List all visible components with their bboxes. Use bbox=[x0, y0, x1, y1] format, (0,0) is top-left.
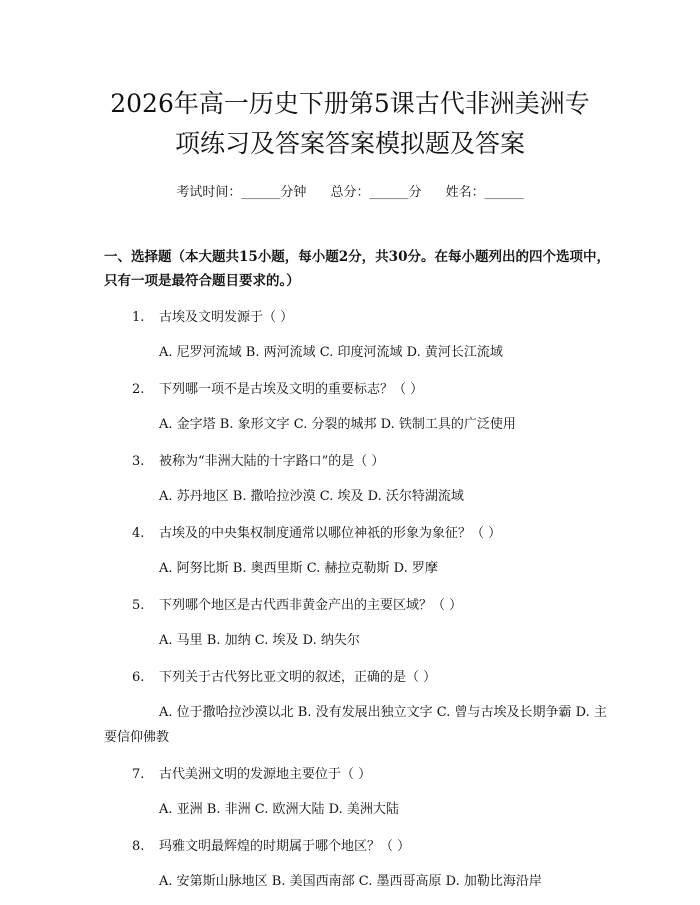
question-options: A. 金字塔 B. 象形文字 C. 分裂的城邦 D. 铁制工具的广泛使用 bbox=[159, 417, 516, 432]
question-4 bbox=[104, 524, 614, 581]
question-options: A. 阿努比斯 B. 奥西里斯 C. 赫拉克勒斯 D. 罗摩 bbox=[159, 561, 438, 576]
question-stem: 下列哪一项不是古埃及文明的重要标志？（ ） bbox=[159, 382, 424, 397]
exam-time: 考试时间：______分钟 bbox=[176, 185, 307, 200]
title-line-2: 项练习及答案答案模拟题及答案 bbox=[174, 129, 525, 158]
question-options: A. 位于撒哈拉沙漠以北 B. 没有发展出独立文字 C. 曾与古埃及长期争霸 D. 主要信仰佛教 bbox=[104, 705, 607, 745]
question-stem: 下列关于古代努比亚文明的叙述，正确的是（ ） bbox=[159, 670, 437, 685]
question-number: 8. bbox=[132, 839, 145, 854]
question-number: 7. bbox=[132, 767, 145, 782]
question-7 bbox=[104, 765, 614, 822]
title-line-1: 2026年高一历史下册第5课古代非洲美洲专 bbox=[110, 89, 590, 118]
question-options: A. 苏丹地区 B. 撒哈拉沙漠 C. 埃及 D. 沃尔特湖流域 bbox=[159, 489, 464, 504]
question-stem: 玛雅文明最辉煌的时期属于哪个地区？（ ） bbox=[159, 839, 411, 854]
exam-meta bbox=[86, 183, 614, 203]
question-options: A. 马里 B. 加纳 C. 埃及 D. 纳失尔 bbox=[159, 633, 360, 648]
question-stem: 古埃及的中央集权制度通常以哪位神祇的形象为象征？（ ） bbox=[159, 526, 502, 541]
question-8 bbox=[104, 837, 614, 894]
question-1 bbox=[104, 308, 614, 365]
question-number: 5. bbox=[132, 598, 145, 613]
exam-title bbox=[86, 84, 614, 164]
question-stem: 下列哪个地区是古代西非黄金产出的主要区域？（ ） bbox=[159, 598, 463, 613]
question-3 bbox=[104, 452, 614, 509]
section-heading: 一、选择题（本大题共15小题，每小题2分，共30分。在每小题列出的四个选项中，只有一项是最符合题目要求的。） bbox=[104, 249, 610, 289]
question-options: A. 安第斯山脉地区 B. 美国西南部 C. 墨西哥高原 D. 加勒比海沿岸 bbox=[159, 874, 542, 889]
question-5 bbox=[104, 596, 614, 653]
exam-score: 总分：______分 bbox=[330, 185, 422, 200]
question-options: A. 亚洲 B. 非洲 C. 欧洲大陆 D. 美洲大陆 bbox=[159, 802, 399, 817]
question-2 bbox=[104, 380, 614, 437]
question-number: 1. bbox=[132, 310, 145, 325]
exam-name: 姓名：______ bbox=[445, 185, 524, 200]
question-number: 2. bbox=[132, 382, 145, 397]
question-number: 6. bbox=[132, 670, 145, 685]
question-number: 3. bbox=[132, 454, 145, 469]
question-number: 4. bbox=[132, 526, 145, 541]
question-stem: 古埃及文明发源于（ ） bbox=[159, 310, 294, 325]
question-6 bbox=[104, 668, 614, 750]
question-options: A. 尼罗河流域 B. 两河流域 C. 印度河流域 D. 黄河长江流域 bbox=[159, 345, 503, 360]
question-stem: 被称为“非洲大陆的十字路口”的是（ ） bbox=[159, 454, 385, 469]
question-stem: 古代美洲文明的发源地主要位于（ ） bbox=[159, 767, 372, 782]
